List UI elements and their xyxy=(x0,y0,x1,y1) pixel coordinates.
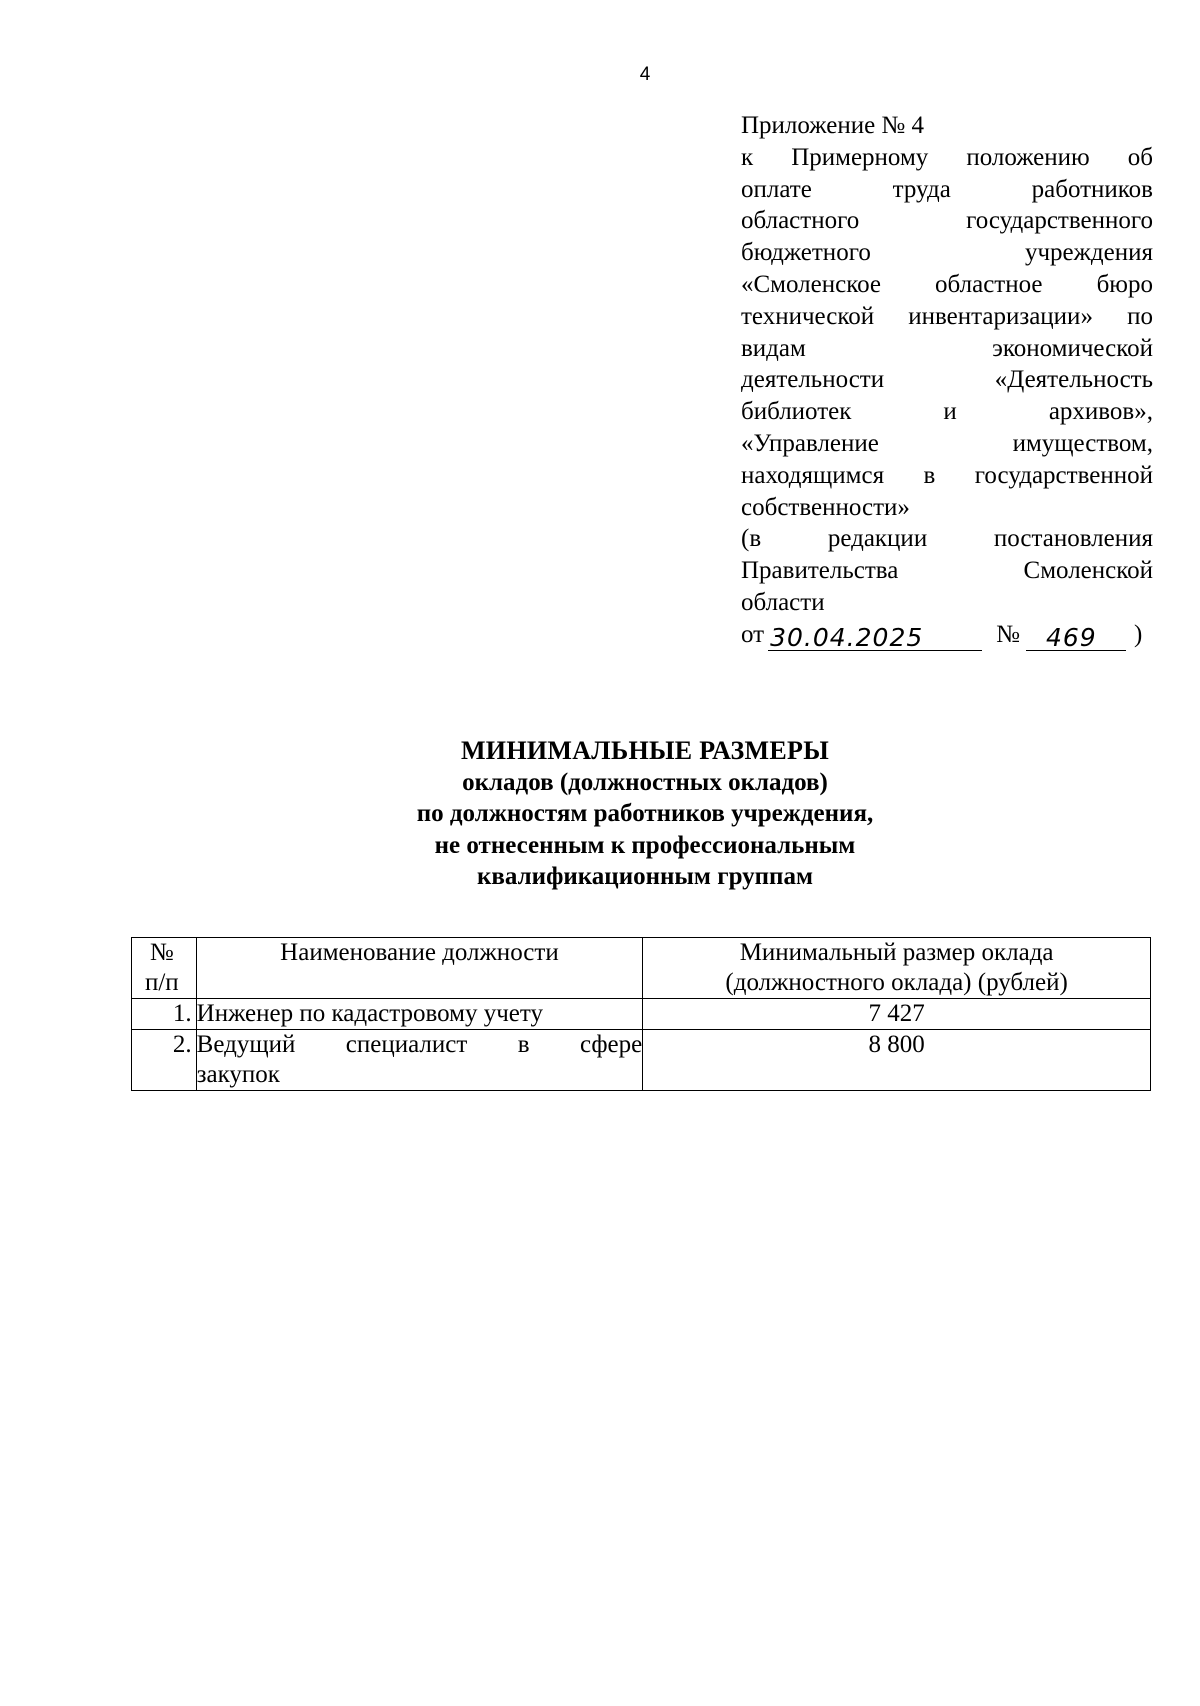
appendix-word: положению xyxy=(966,143,1090,171)
appendix-word: областного xyxy=(741,207,860,235)
row-position xyxy=(196,1030,643,1091)
appendix-word: оплате xyxy=(741,175,812,203)
appendix-word: находящимся xyxy=(741,461,885,489)
appendix-word: Примерному xyxy=(791,143,929,171)
row-num: 2. xyxy=(132,1030,197,1091)
appendix-word: к xyxy=(741,143,754,171)
row-position: Инженер по кадастровому учету xyxy=(196,999,643,1030)
appendix-word: инвентаризации» xyxy=(908,302,1093,330)
appendix-word: Смоленской xyxy=(1023,557,1153,585)
appendix-word: видам xyxy=(741,334,806,362)
page-number: 4 xyxy=(639,64,651,85)
appendix-word: работников xyxy=(1031,175,1153,203)
appendix-word: деятельности xyxy=(741,366,885,394)
table-row xyxy=(132,1030,1151,1091)
appendix-word: об xyxy=(1127,143,1153,171)
appendix-line xyxy=(741,396,1153,428)
header-num xyxy=(132,938,197,999)
appendix-word: бюджетного xyxy=(741,239,871,267)
decree-number-handwritten: 469 xyxy=(1026,625,1126,651)
heading-line: квалификационным группам xyxy=(477,863,813,890)
appendix-word: редакции xyxy=(827,525,928,553)
appendix-word: бюро xyxy=(1096,270,1153,298)
table-header-row xyxy=(132,938,1151,999)
header-text: Минимальный размер оклада xyxy=(739,939,1054,966)
appendix-line xyxy=(741,205,1153,237)
appendix-line xyxy=(741,364,1153,396)
row-num: 1. xyxy=(132,999,197,1030)
appendix-block xyxy=(741,110,1153,651)
decree-date-handwritten: 30.04.2025 xyxy=(768,625,982,651)
position-line: закупок xyxy=(196,1061,280,1088)
header-text: п/п xyxy=(144,969,179,996)
appendix-line xyxy=(741,428,1153,460)
document-heading xyxy=(0,735,1200,893)
position-word: в xyxy=(517,1031,530,1058)
close-paren: ) xyxy=(1133,620,1143,648)
appendix-word: (в xyxy=(741,525,762,553)
from-label: от xyxy=(741,620,765,648)
appendix-word: учреждения xyxy=(1024,239,1153,267)
number-label: № xyxy=(996,620,1020,648)
header-salary xyxy=(643,938,1151,999)
appendix-word: и xyxy=(943,398,957,426)
row-salary: 7 427 xyxy=(643,999,1151,1030)
appendix-word: архивов», xyxy=(1048,398,1153,426)
heading-line: МИНИМАЛЬНЫЕ РАЗМЕРЫ xyxy=(460,736,830,765)
heading-line: по должностям работников учреждения, xyxy=(416,800,874,827)
appendix-word: «Управление xyxy=(741,429,879,457)
appendix-word: имуществом, xyxy=(1012,429,1153,457)
appendix-line xyxy=(741,269,1153,301)
salary-table xyxy=(131,937,1151,1091)
appendix-line xyxy=(741,142,1153,174)
position-word: Ведущий xyxy=(196,1031,296,1058)
appendix-word: «Деятельность xyxy=(994,366,1153,394)
appendix-line xyxy=(741,555,1153,587)
appendix-line xyxy=(741,301,1153,333)
appendix-word: «Смоленское xyxy=(741,270,881,298)
appendix-word: технической xyxy=(741,302,875,330)
appendix-title: Приложение № 4 xyxy=(741,112,925,139)
appendix-line xyxy=(741,333,1153,365)
appendix-word: государственного xyxy=(966,207,1153,235)
appendix-word: труда xyxy=(892,175,951,203)
appendix-line xyxy=(741,237,1153,269)
appendix-word: областное xyxy=(935,270,1043,298)
heading-line: не отнесенным к профессиональным xyxy=(434,831,856,859)
position-word: специалист xyxy=(345,1031,468,1058)
appendix-word: экономической xyxy=(992,334,1153,362)
appendix-word: Правительства xyxy=(741,557,899,585)
header-text: (должностного оклада) (рублей) xyxy=(725,969,1068,996)
appendix-word: библиотек xyxy=(741,398,852,426)
table-row xyxy=(132,999,1151,1030)
appendix-word: постановления xyxy=(993,525,1153,553)
appendix-line xyxy=(741,523,1153,555)
header-position: Наименование должности xyxy=(196,938,643,999)
position-word: сфере xyxy=(579,1031,643,1058)
appendix-line xyxy=(741,174,1153,206)
appendix-word: государственной xyxy=(974,461,1153,489)
appendix-line xyxy=(741,460,1153,492)
appendix-word: в xyxy=(923,461,936,489)
heading-line: окладов (должностных окладов) xyxy=(462,768,828,796)
header-text: № xyxy=(149,939,174,966)
appendix-line: области xyxy=(741,588,825,616)
appendix-word: по xyxy=(1127,302,1153,330)
row-salary: 8 800 xyxy=(643,1030,1151,1091)
position-line xyxy=(197,1030,643,1060)
decree-reference xyxy=(741,619,1153,651)
appendix-line: собственности» xyxy=(741,493,910,521)
